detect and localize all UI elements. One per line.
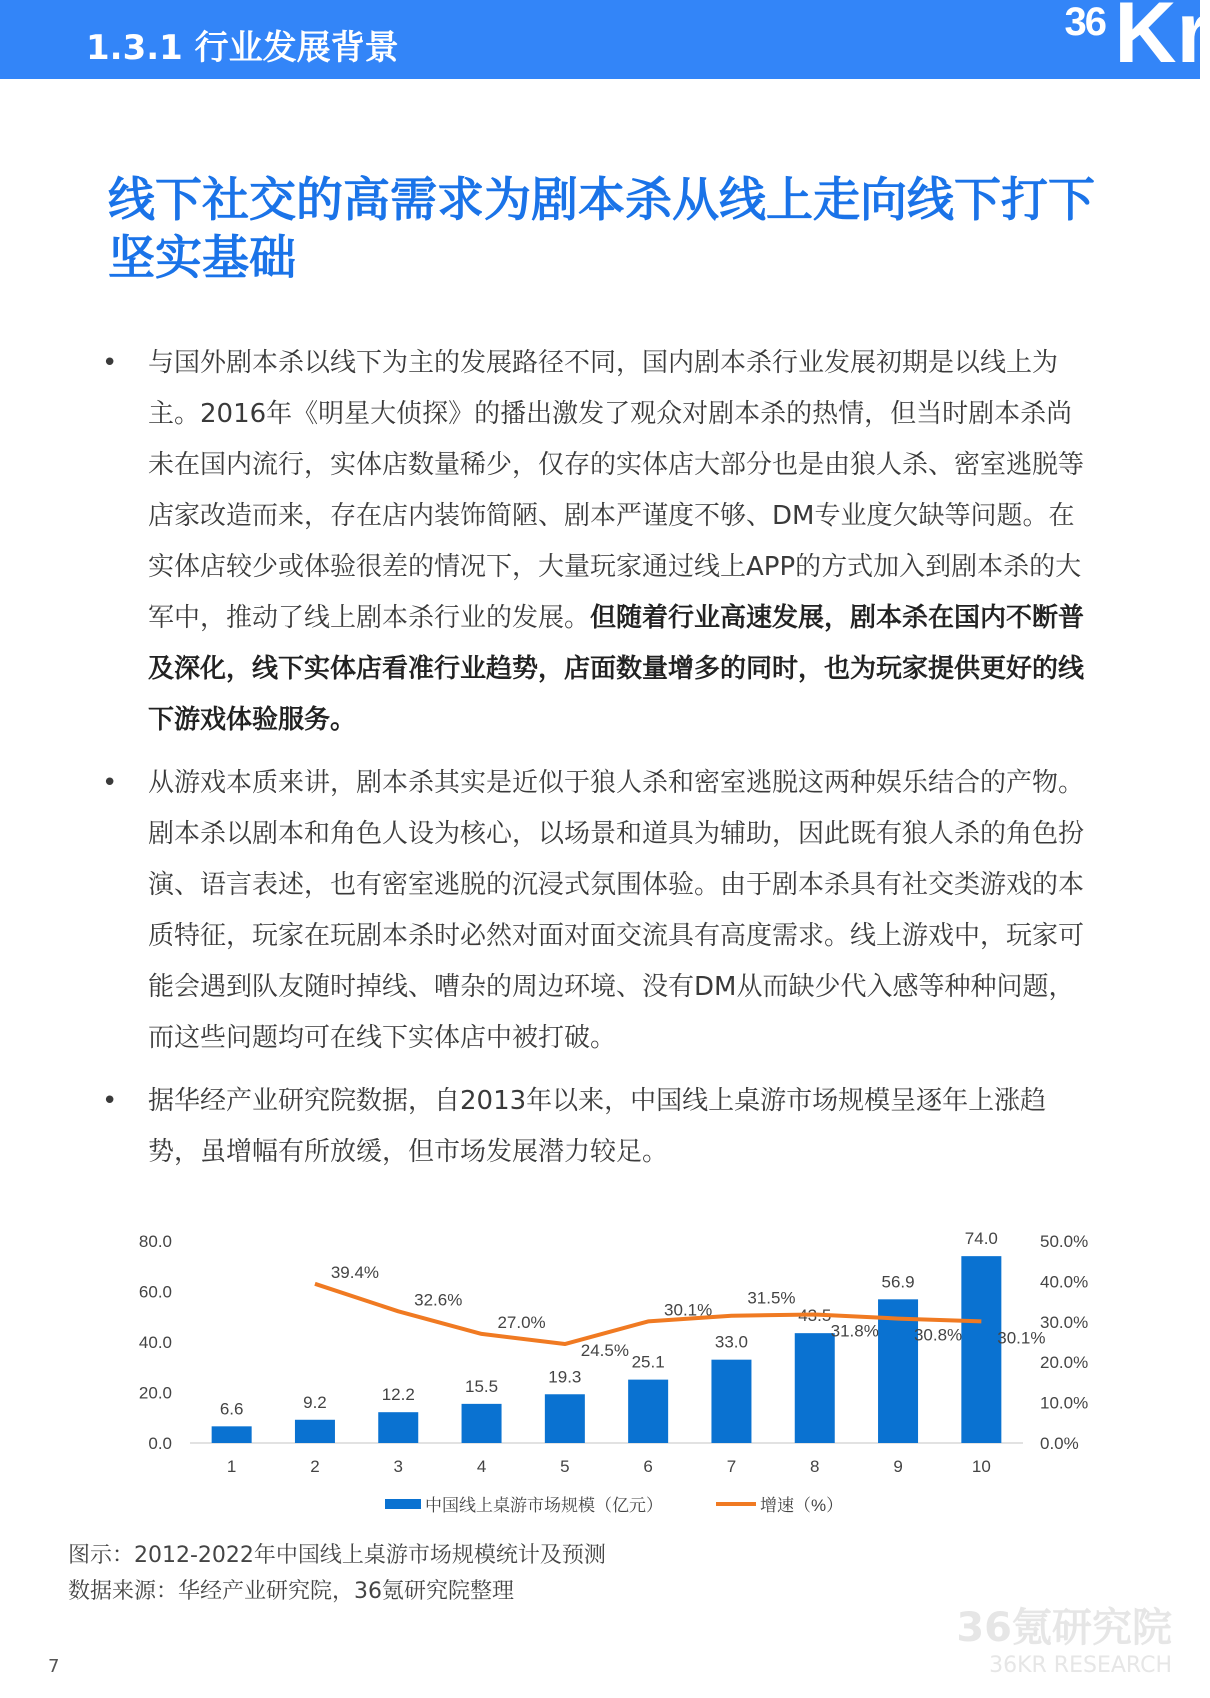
bar-label: 15.5 bbox=[465, 1376, 499, 1396]
chart-source: 数据来源：华经产业研究院，36氪研究院整理 bbox=[68, 1579, 514, 1604]
right-axis-tick: 10.0% bbox=[1040, 1393, 1089, 1413]
bullet-text: 从游戏本质来讲，剧本杀其实是近似于狼人杀和密室逃脱这两种娱乐结合的产物。剧本杀以剧本和角色人设为核心，以场景和道具为辅助，因此既有狼人杀的角色扮演、语言表述，也有密室逃脱的沉浸式氛围体验。由于剧本杀具有社交类游戏的本质特征，玩家在玩剧本杀时必然对面对面交流具有高度需求。线上游戏中，玩家可能会遇到队友随时掉线、嘈杂的周边环境、没有DM从而缺少代入感等种种问题，而这些问题均可在线下实体店中被打破。 bbox=[148, 768, 1085, 1053]
bar-label: 6.6 bbox=[219, 1399, 244, 1419]
right-axis-tick: 20.0% bbox=[1040, 1353, 1089, 1373]
bar-label: 19.3 bbox=[548, 1367, 582, 1387]
bullet-item bbox=[100, 338, 1095, 746]
bullet-item bbox=[100, 1076, 1095, 1178]
bar bbox=[545, 1394, 585, 1443]
legend-line-label: 增速（%） bbox=[760, 1496, 844, 1515]
bar bbox=[378, 1412, 418, 1443]
bar bbox=[212, 1426, 252, 1443]
market-size-chart bbox=[0, 1215, 1200, 1525]
bar-label: 12.2 bbox=[381, 1385, 415, 1405]
bullet-icon: • bbox=[102, 768, 118, 798]
bar bbox=[795, 1333, 835, 1443]
x-axis-tick: 1 bbox=[226, 1457, 237, 1476]
chart-caption: 图示：2012-2022年中国线上桌游市场规模统计及预测 bbox=[68, 1543, 606, 1568]
line-label: 31.5% bbox=[747, 1288, 796, 1308]
bar bbox=[711, 1360, 751, 1443]
line-label: 31.8% bbox=[830, 1321, 879, 1341]
bar bbox=[628, 1380, 668, 1443]
line-label: 30.1% bbox=[997, 1328, 1046, 1348]
x-axis-tick: 6 bbox=[643, 1457, 653, 1476]
legend-bar-swatch bbox=[385, 1499, 421, 1509]
bullet-icon: • bbox=[102, 348, 118, 378]
bar bbox=[961, 1256, 1001, 1443]
left-axis-tick: 0.0 bbox=[148, 1434, 172, 1453]
bullet-text: 据华经产业研究院数据，自2013年以来，中国线上桌游市场规模呈逐年上涨趋势，虽增幅有所放缓，但市场发展潜力较足。 bbox=[148, 1086, 1047, 1167]
right-axis-tick: 40.0% bbox=[1040, 1272, 1089, 1292]
x-axis-tick: 4 bbox=[476, 1457, 487, 1476]
bullet-item bbox=[100, 758, 1095, 1064]
x-axis-tick: 7 bbox=[726, 1457, 737, 1476]
x-axis-tick: 2 bbox=[310, 1457, 320, 1476]
page-title: 线下社交的高需求为剧本杀从线上走向线下打下坚实基础 bbox=[108, 173, 1095, 286]
x-axis-tick: 9 bbox=[893, 1457, 903, 1476]
bullet-list bbox=[100, 338, 1095, 1190]
right-axis-tick: 30.0% bbox=[1040, 1312, 1089, 1332]
bar-label: 9.2 bbox=[303, 1392, 327, 1412]
line-label: 30.8% bbox=[913, 1325, 963, 1345]
left-axis-tick: 80.0 bbox=[138, 1232, 172, 1251]
x-axis-tick: 8 bbox=[810, 1457, 820, 1476]
x-axis-tick: 5 bbox=[560, 1457, 570, 1476]
x-axis-tick: 10 bbox=[971, 1457, 991, 1476]
bar-label: 33.0 bbox=[714, 1332, 748, 1352]
watermark: 36氪研究院 36KR RESEARCH bbox=[956, 1605, 1172, 1678]
left-axis-tick: 60.0 bbox=[138, 1282, 172, 1302]
bar-label: 56.9 bbox=[881, 1272, 915, 1292]
page-number: 7 bbox=[48, 1656, 60, 1677]
x-axis-tick: 3 bbox=[393, 1457, 403, 1476]
bullet-text: 与国外剧本杀以线下为主的发展路径不同，国内剧本杀行业发展初期是以线上为主。2016年《明星大侦探》的播出激发了观众对剧本杀的热情，但当时剧本杀尚未在国内流行，实体店数量稀少，仅存的实体店大部分也是由狼人杀、密室逃脱等店家改造而来，存在店内装饰简陋、剧本严谨度不够、DM专业度欠缺等问题。在实体店较少或体验很差的情况下，大量玩家通过线上APP的方式加入到剧本杀的大军中，推动了线上剧本杀行业的发展。 bbox=[148, 348, 1085, 633]
legend-bar-label: 中国线上桌游市场规模（亿元） bbox=[425, 1496, 663, 1515]
bar bbox=[295, 1420, 335, 1443]
line-label: 39.4% bbox=[330, 1262, 380, 1282]
bullet-bold-text: 但随着行业高速发展，剧本杀在国内不断普及深化，线下实体店看准行业趋势，店面数量增多的同时，也为玩家提供更好的线下游戏体验服务。 bbox=[148, 603, 1085, 735]
line-label: 30.1% bbox=[664, 1300, 713, 1320]
left-axis-tick: 20.0 bbox=[138, 1383, 172, 1403]
line-label: 32.6% bbox=[414, 1290, 463, 1310]
bar-label: 43.5 bbox=[798, 1306, 832, 1326]
section-header-bar bbox=[0, 0, 1200, 79]
bar-label: 74.0 bbox=[964, 1229, 998, 1249]
bar bbox=[462, 1404, 502, 1443]
line-label: 24.5% bbox=[580, 1341, 629, 1361]
right-axis-tick: 0.0% bbox=[1040, 1434, 1079, 1453]
bullet-icon: • bbox=[102, 1086, 118, 1116]
line-label: 27.0% bbox=[497, 1312, 546, 1332]
right-axis-tick: 50.0% bbox=[1040, 1232, 1089, 1251]
left-axis-tick: 40.0 bbox=[138, 1333, 172, 1352]
bar-label: 25.1 bbox=[631, 1352, 665, 1372]
section-title: 1.3.1 行业发展背景 bbox=[86, 28, 399, 68]
report-page: 1.3.1 行业发展背景 36 Kr 线下社交的高需求为剧本杀从线上走向线下打下坚实基础 • 与国外剧本杀以线下为主的发展路径不同，国内剧本杀行业发展初期是以线上为主。2016年《明星大侦探》的播出激发了观众对剧本杀的热情，但当时剧本杀尚未在国内流行，实体店数量稀少，仅存的实体店大部分也是由狼人杀、密室逃脱等店家改造而来，存在店内装饰简陋、剧本严谨度不够、DM专业度欠缺等问题。在实体店较少或体验很差的情况下，大量玩家通过线上APP的方式加入到剧本杀的大军中，推动了线上剧本杀行业的发展。但随着行业高速发展，剧本杀在国内不断普及深化，线下实体店看准行业趋势，店面数量增多的同时，也为玩家提供更好的线下游戏体验服务。 • 从游戏本质来讲，剧本杀其实是近似于狼人杀和密室逃脱这两种娱乐结合的产物。剧本杀以剧本和角色人设为核心，以场景和道具为辅助，因此既有狼人杀的角色扮演、语言表述，也有密室逃脱的沉浸式氛围体验。由于剧本杀具有社交类游戏的本质特征，玩家在玩剧本杀时必然对面对面交流具有高度需求。线上游戏中，玩家可能会遇到队友随时掉线、嘈杂的周边环境、没有DM从而缺少代入感等种种问题，而这些问题均可在线下实体店中被打破。 • 据华经产业研究院数据，自2013年以来，中国线上桌游市场规模呈逐年上涨趋势，虽增幅有所放缓，但市场发展潜力较足。 0.0 20.0 40.0 60.0 80.0 0.0% 10.0% 20.0% 30.0% 40.0% 50.0% 6.6 1 9.2 2 12.2 3 15.5 4 19.3 5 25.1 6 33.0 7 43.5 8 56.9 9 74.0 10 39.4% 32.6% 27.0% 24.5% 30.1% 31.5% 31.8% 30.8% 30.1% 中国线上桌游市场规模（亿元） 增速（%） 图示：2012-2022年中国线上桌游市场规模统计及预测 数据来源：华经产业研究院，36氪研究院整理 36氪研究院 36KR RESEARCH 7 bbox=[0, 0, 1200, 1698]
